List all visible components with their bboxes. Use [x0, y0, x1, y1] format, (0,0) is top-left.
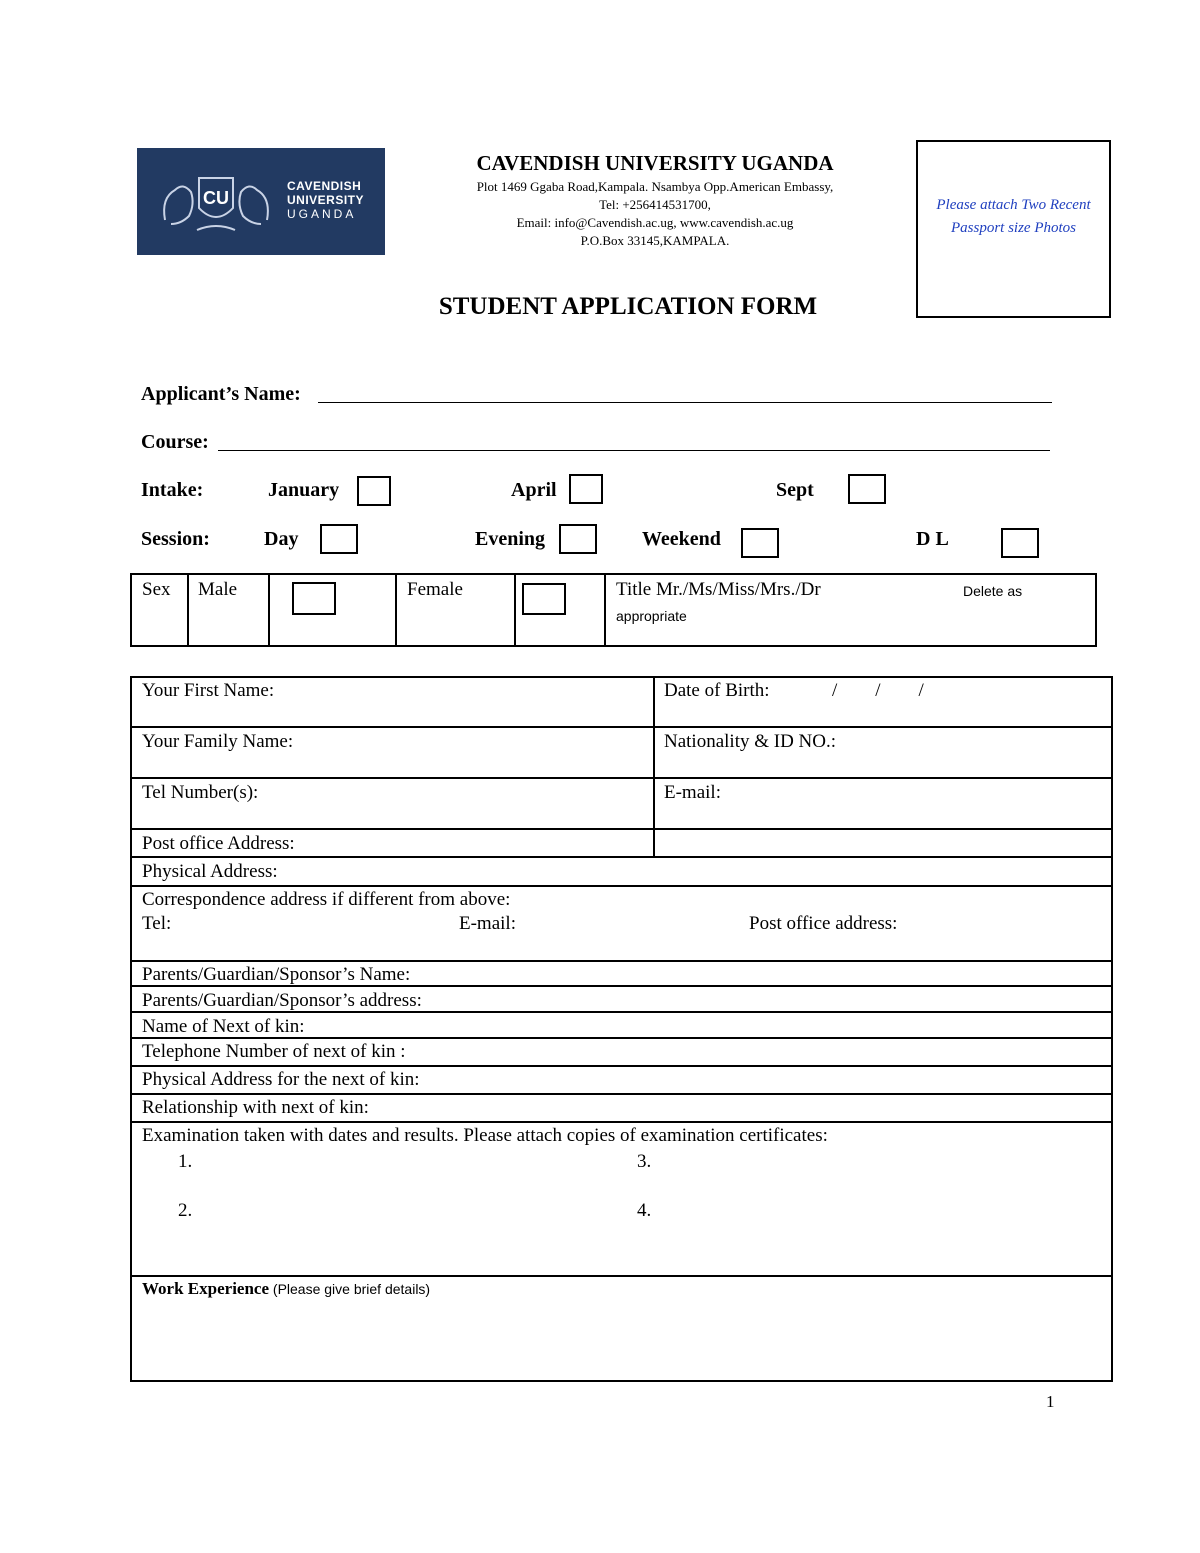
sponsor-address-label: Parents/Guardian/Sponsor’s address:: [142, 990, 422, 1011]
post-office-label: Post office Address:: [142, 833, 295, 854]
form-title: STUDENT APPLICATION FORM: [438, 293, 818, 320]
work-experience-note: (Please give brief details): [269, 1281, 431, 1297]
session-weekend-label: Weekend: [642, 528, 721, 550]
university-logo: [137, 148, 385, 255]
intake-sept-checkbox[interactable]: [848, 474, 886, 504]
exam-item-2: 2.: [178, 1200, 193, 1221]
intake-sept-label: Sept: [776, 479, 814, 501]
female-label: Female: [407, 579, 463, 600]
course-label: Course:: [141, 431, 209, 453]
first-name-label: Your First Name:: [142, 680, 275, 701]
applicant-name-label: Applicant’s Name:: [141, 383, 301, 405]
course-input-line[interactable]: [218, 450, 1050, 451]
exams-label: Examination taken with dates and results. Please attach copies of examination certificates:: [142, 1125, 828, 1146]
corr-email-label: E-mail:: [459, 913, 516, 934]
session-label: Session:: [141, 528, 210, 550]
intake-april-label: April: [511, 479, 557, 501]
page-number: 1: [1046, 1392, 1055, 1411]
intake-april-checkbox[interactable]: [569, 474, 603, 504]
intake-january-checkbox[interactable]: [357, 476, 391, 506]
session-day-checkbox[interactable]: [320, 524, 358, 554]
work-experience: [142, 1279, 430, 1299]
university-address: [420, 178, 890, 250]
crest-monogram: [151, 164, 281, 240]
session-weekend-checkbox[interactable]: [741, 528, 779, 558]
session-evening-checkbox[interactable]: [559, 524, 597, 554]
session-dl-label: D L: [916, 528, 949, 550]
nationality-label: Nationality & ID NO.:: [664, 731, 837, 752]
dob-slashes: / / /: [832, 680, 924, 701]
session-evening-label: Evening: [475, 528, 546, 550]
sponsor-name-label: Parents/Guardian/Sponsor’s Name:: [142, 964, 411, 985]
correspondence-label: Correspondence address if different from above:: [142, 889, 511, 910]
appropriate-note: appropriate: [616, 608, 687, 624]
logo-line-3: UGANDA: [287, 207, 357, 221]
nok-relationship-label: Relationship with next of kin:: [142, 1097, 369, 1118]
tel-label: Tel Number(s):: [142, 782, 259, 803]
address-line: Plot 1469 Ggaba Road,Kampala. Nsambya Opp.American Embassy,: [476, 179, 834, 194]
nok-name-label: Name of Next of kin:: [142, 1016, 305, 1037]
male-label: Male: [198, 579, 238, 600]
delete-note: Delete as: [963, 583, 1023, 599]
logo-line-1: CAVENDISH: [287, 179, 362, 193]
photo-attachment-box: [916, 140, 1111, 318]
applicant-name-input-line[interactable]: [318, 402, 1052, 403]
intake-label: Intake:: [141, 479, 204, 501]
exam-item-3: 3.: [637, 1151, 652, 1172]
address-email: Email: info@Cavendish.ac.ug, www.cavendish.ac.ug: [516, 215, 794, 230]
logo-wordmark: [287, 179, 364, 221]
title-options: Title Mr./Ms/Miss/Mrs./Dr: [616, 579, 821, 600]
exam-item-4: 4.: [637, 1200, 652, 1221]
address-pobox: P.O.Box 33145,KAMPALA.: [580, 233, 730, 248]
university-name: CAVENDISH UNIVERSITY UGANDA: [476, 151, 834, 175]
work-experience-label: Work Experience: [142, 1279, 270, 1298]
photo-note: Please attach Two Recent Passport size Photos: [936, 197, 1091, 236]
nok-tel-label: Telephone Number of next of kin :: [142, 1041, 406, 1062]
family-name-label: Your Family Name:: [142, 731, 294, 752]
intake-january-label: January: [268, 479, 340, 501]
nok-address-label: Physical Address for the next of kin:: [142, 1069, 420, 1090]
male-checkbox[interactable]: [292, 582, 336, 615]
applicant-details-table: [130, 676, 1113, 1382]
physical-address-label: Physical Address:: [142, 861, 278, 882]
svg-text:CU: CU: [203, 188, 229, 208]
logo-line-2: UNIVERSITY: [287, 193, 365, 207]
dob-label: Date of Birth:: [664, 680, 770, 701]
sex-title-table: [130, 573, 1097, 647]
session-dl-checkbox[interactable]: [1001, 528, 1039, 558]
female-checkbox[interactable]: [522, 583, 566, 615]
sex-label: Sex: [142, 579, 171, 600]
corr-post-label: Post office address:: [749, 913, 898, 934]
email-label: E-mail:: [664, 782, 721, 803]
exam-item-1: 1.: [178, 1151, 193, 1172]
address-tel: Tel: +256414531700,: [599, 197, 711, 212]
corr-tel-label: Tel:: [142, 913, 172, 934]
session-day-label: Day: [264, 528, 299, 550]
